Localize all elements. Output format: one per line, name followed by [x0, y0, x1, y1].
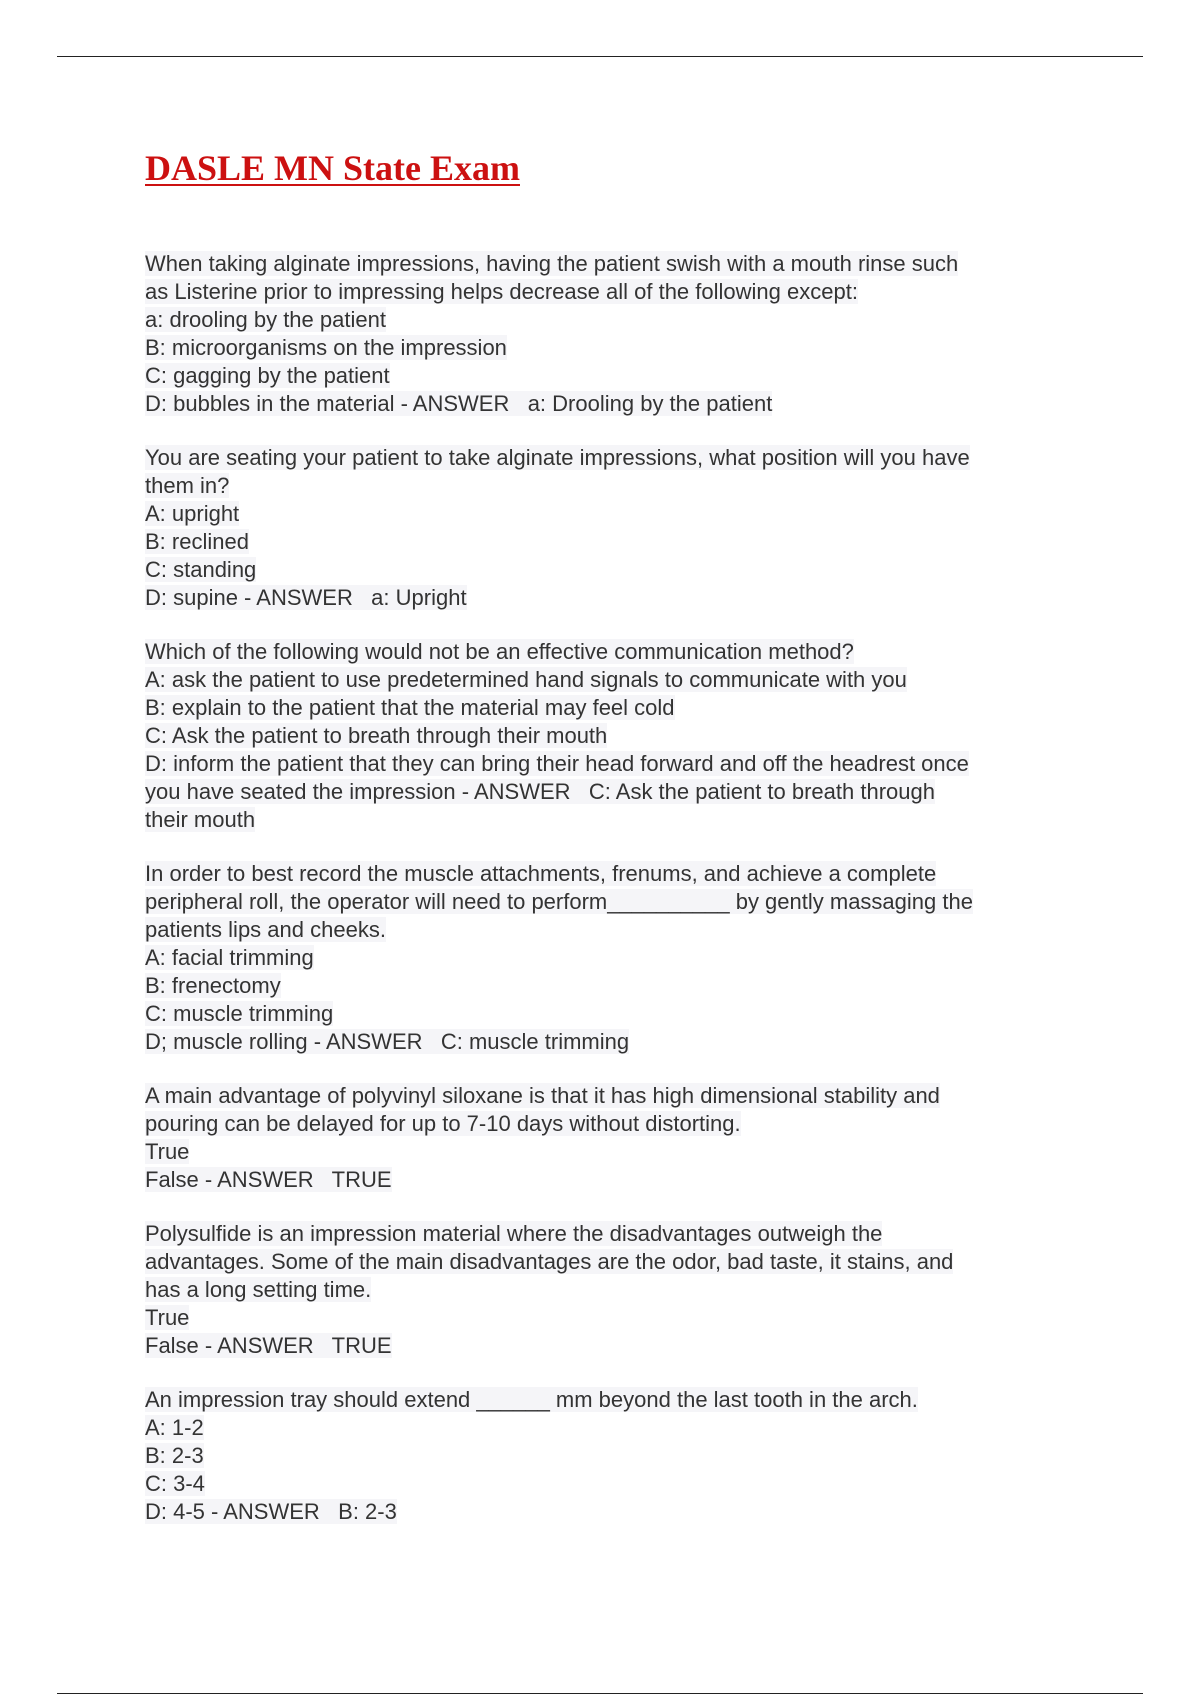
question-line [145, 306, 1065, 334]
question-line [145, 694, 1065, 722]
question-line [145, 1304, 1065, 1332]
question-block [145, 250, 1065, 418]
question-line-text: B: reclined [145, 529, 249, 554]
question-block [145, 860, 1065, 1056]
question-line-text: Polysulfide is an impression material where the disadvantages outweigh the [145, 1221, 883, 1246]
question-line-text: In order to best record the muscle attachments, frenums, and achieve a complete [145, 861, 937, 886]
question-line [145, 1386, 1065, 1414]
question-line [145, 500, 1065, 528]
question-line [145, 1220, 1065, 1248]
question-list [145, 250, 1065, 1526]
question-line [145, 750, 1065, 778]
question-line-text: An impression tray should extend ______ mm beyond the last tooth in the arch. [145, 1387, 918, 1412]
question-line [145, 1082, 1065, 1110]
document-title: DASLE MN State Exam [145, 148, 520, 188]
question-line [145, 778, 1065, 806]
question-line-text: D: supine - ANSWER a: Upright [145, 585, 467, 610]
question-line-text: When taking alginate impressions, having the patient swish with a mouth rinse such [145, 251, 959, 276]
question-line [145, 390, 1065, 418]
question-line-text: you have seated the impression - ANSWER C: Ask the patient to breath through [145, 779, 935, 804]
question-block [145, 1220, 1065, 1360]
question-line-text: D: 4-5 - ANSWER B: 2-3 [145, 1499, 397, 1524]
question-line-text: B: explain to the patient that the material may feel cold [145, 695, 675, 720]
question-line [145, 556, 1065, 584]
question-block [145, 638, 1065, 834]
question-line [145, 584, 1065, 612]
question-line-text: C: standing [145, 557, 257, 582]
question-line-text: their mouth [145, 807, 256, 832]
question-line-text: pouring can be delayed for up to 7-10 days without distorting. [145, 1111, 741, 1136]
question-line [145, 1498, 1065, 1526]
question-line-text: You are seating your patient to take alginate impressions, what position will you have [145, 445, 970, 470]
question-line-text: False - ANSWER TRUE [145, 1167, 392, 1192]
question-line [145, 638, 1065, 666]
question-line [145, 722, 1065, 750]
question-line [145, 1470, 1065, 1498]
question-line-text: True [145, 1305, 190, 1330]
question-line [145, 1028, 1065, 1056]
question-block [145, 1082, 1065, 1194]
question-line [145, 334, 1065, 362]
question-line-text: D: inform the patient that they can bring their head forward and off the headrest once [145, 751, 969, 776]
question-line-text: advantages. Some of the main disadvantages are the odor, bad taste, it stains, and [145, 1249, 954, 1274]
question-line [145, 1000, 1065, 1028]
question-line-text: C: muscle trimming [145, 1001, 334, 1026]
question-line [145, 666, 1065, 694]
question-line-text: A: facial trimming [145, 945, 314, 970]
question-line-text: B: microorganisms on the impression [145, 335, 507, 360]
question-line-text: them in? [145, 473, 230, 498]
question-line [145, 888, 1065, 916]
question-line-text: A: 1-2 [145, 1415, 204, 1440]
question-line [145, 1138, 1065, 1166]
question-line [145, 1276, 1065, 1304]
question-line [145, 944, 1065, 972]
question-line [145, 916, 1065, 944]
question-line-text: False - ANSWER TRUE [145, 1333, 392, 1358]
question-line-text: B: frenectomy [145, 973, 281, 998]
question-line-text: a: drooling by the patient [145, 307, 386, 332]
bottom-rule [57, 1693, 1143, 1694]
question-line-text: A main advantage of polyvinyl siloxane is that it has high dimensional stability and [145, 1083, 940, 1108]
question-line-text: C: Ask the patient to breath through their mouth [145, 723, 608, 748]
question-line [145, 806, 1065, 834]
question-line-text: True [145, 1139, 190, 1164]
question-line-text: C: gagging by the patient [145, 363, 390, 388]
question-line-text: patients lips and cheeks. [145, 917, 386, 942]
top-rule [57, 56, 1143, 57]
question-line [145, 1248, 1065, 1276]
question-line-text: C: 3-4 [145, 1471, 205, 1496]
question-line-text: Which of the following would not be an effective communication method? [145, 639, 854, 664]
question-line [145, 1110, 1065, 1138]
question-line-text: D; muscle rolling - ANSWER C: muscle trimming [145, 1029, 630, 1054]
question-line [145, 278, 1065, 306]
question-line-text: has a long setting time. [145, 1277, 372, 1302]
question-block [145, 1386, 1065, 1526]
question-line [145, 860, 1065, 888]
question-line [145, 528, 1065, 556]
question-line [145, 1442, 1065, 1470]
question-line [145, 1332, 1065, 1360]
document-body [145, 144, 1065, 1552]
question-line-text: B: 2-3 [145, 1443, 204, 1468]
question-line [145, 1414, 1065, 1442]
question-line [145, 472, 1065, 500]
question-block [145, 444, 1065, 612]
question-line-text: peripheral roll, the operator will need to perform__________ by gently massaging the [145, 889, 973, 914]
question-line-text: D: bubbles in the material - ANSWER a: Drooling by the patient [145, 391, 773, 416]
question-line [145, 250, 1065, 278]
question-line-text: A: upright [145, 501, 240, 526]
question-line [145, 444, 1065, 472]
question-line [145, 1166, 1065, 1194]
question-line-text: A: ask the patient to use predetermined hand signals to communicate with you [145, 667, 907, 692]
question-line-text: as Listerine prior to impressing helps decrease all of the following except: [145, 279, 858, 304]
question-line [145, 972, 1065, 1000]
question-line [145, 362, 1065, 390]
